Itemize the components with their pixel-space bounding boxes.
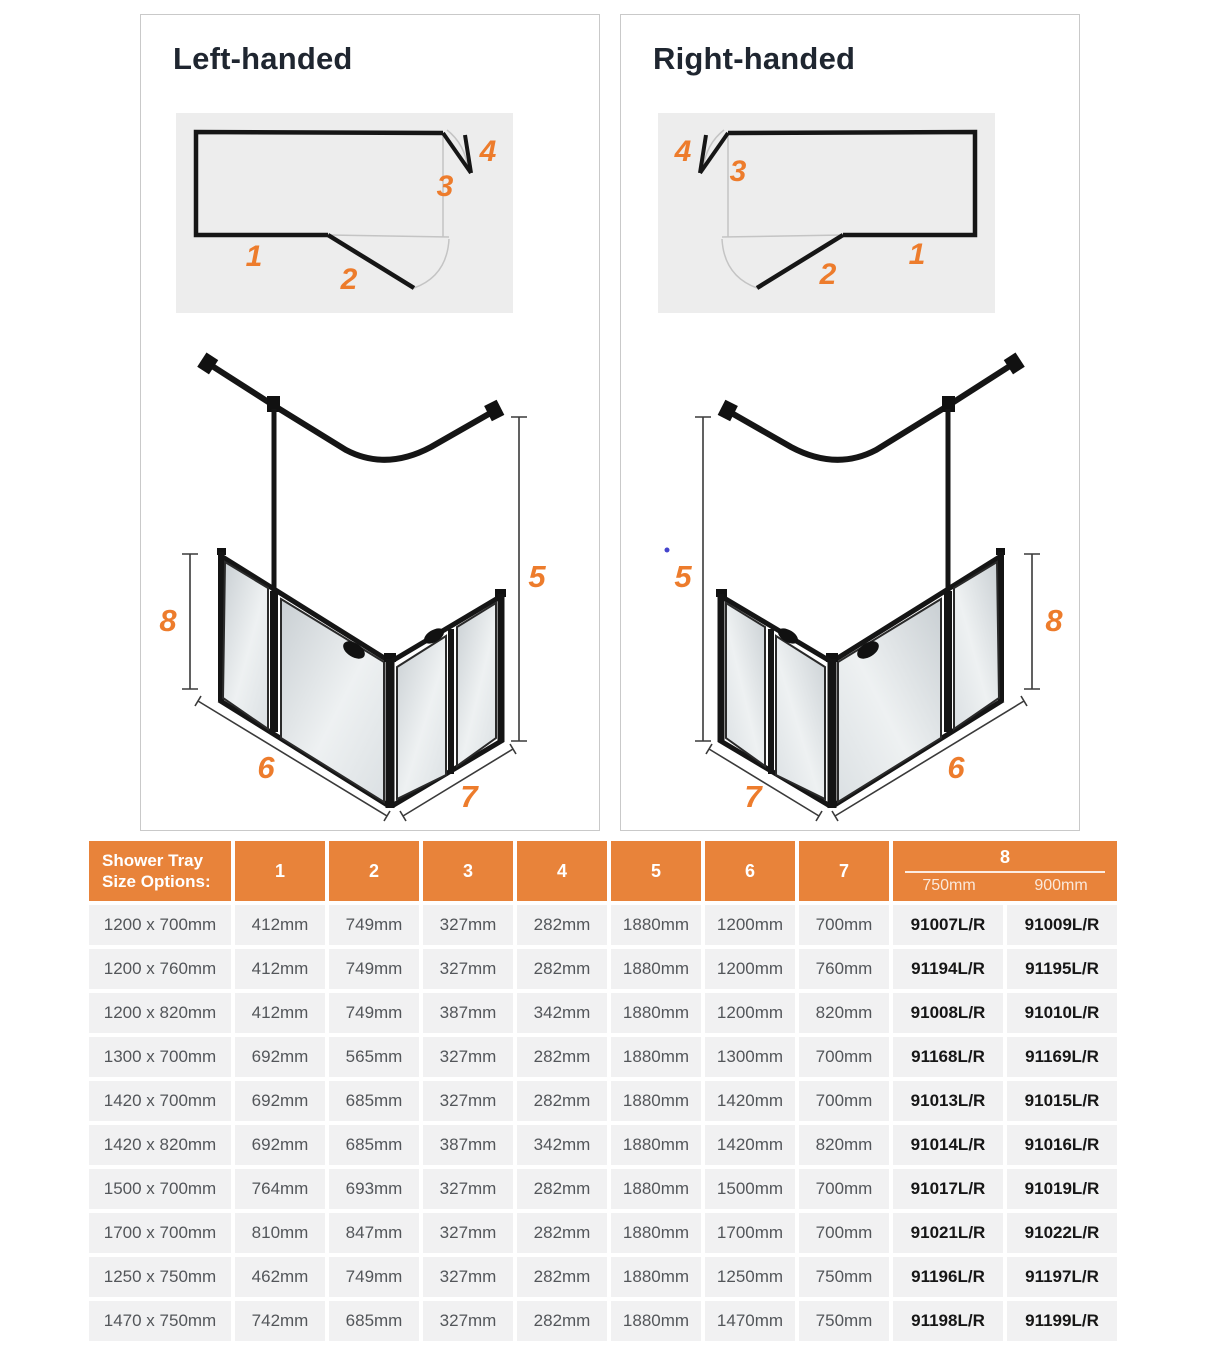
cell-value: 749mm: [329, 1257, 419, 1297]
cell-value: 692mm: [235, 1081, 325, 1121]
cell-value: 282mm: [517, 1081, 607, 1121]
header-col-8-subrow: [893, 877, 1117, 895]
cell-product-code: 91015L/R: [1007, 1081, 1117, 1121]
cell-value: 1200mm: [705, 993, 795, 1033]
cell-product-code: 91169L/R: [1007, 1037, 1117, 1077]
header-sub-750: 750mm: [922, 877, 976, 894]
header-col-2: 2: [329, 841, 419, 901]
cell-value: 820mm: [799, 993, 889, 1033]
plan-label-2: 2: [819, 258, 837, 291]
header-sub-900: 900mm: [1034, 877, 1088, 894]
cell-product-code: 91198L/R: [893, 1301, 1003, 1341]
cell-product-code: 91008L/R: [893, 993, 1003, 1033]
cell-value: 700mm: [799, 905, 889, 945]
table-row: [89, 1169, 1117, 1209]
cell-value: 749mm: [329, 993, 419, 1033]
plan-label-1: 1: [245, 240, 263, 273]
header-col-7: 7: [799, 841, 889, 901]
cell-value: 1250mm: [705, 1257, 795, 1297]
cell-product-code: 91007L/R: [893, 905, 1003, 945]
cell-product-code: 91194L/R: [893, 949, 1003, 989]
plan-label-4: 4: [674, 135, 692, 168]
cell-size: 1200 x 760mm: [89, 949, 231, 989]
cell-value: 282mm: [517, 905, 607, 945]
cell-value: 700mm: [799, 1037, 889, 1077]
cell-value: 282mm: [517, 1213, 607, 1253]
header-col-3: 3: [423, 841, 513, 901]
cell-value: 764mm: [235, 1169, 325, 1209]
cell-value: 342mm: [517, 1125, 607, 1165]
cell-size: 1420 x 820mm: [89, 1125, 231, 1165]
cell-value: 1300mm: [705, 1037, 795, 1077]
cell-product-code: 91197L/R: [1007, 1257, 1117, 1297]
cell-value: 282mm: [517, 949, 607, 989]
cell-product-code: 91168L/R: [893, 1037, 1003, 1077]
plan-label-3: 3: [729, 155, 747, 188]
cell-value: 327mm: [423, 949, 513, 989]
iso-geometry-mirrored: [695, 352, 1040, 821]
plan-diagram-right: [658, 113, 995, 313]
cell-value: 387mm: [423, 993, 513, 1033]
cell-value: 327mm: [423, 905, 513, 945]
cell-product-code: 91009L/R: [1007, 905, 1117, 945]
cell-value: 327mm: [423, 1257, 513, 1297]
cell-size: 1500 x 700mm: [89, 1169, 231, 1209]
cell-value: 760mm: [799, 949, 889, 989]
cell-value: 327mm: [423, 1301, 513, 1341]
cell-value: 327mm: [423, 1169, 513, 1209]
panel-title-right: Right-handed: [653, 41, 856, 76]
cell-value: 327mm: [423, 1037, 513, 1077]
cell-value: 1880mm: [611, 949, 701, 989]
plan-label-4: 4: [479, 135, 497, 168]
dim-label-7: 7: [460, 779, 478, 814]
cell-value: 327mm: [423, 1213, 513, 1253]
plan-label-3: 3: [436, 170, 454, 203]
cell-value: 1880mm: [611, 1125, 701, 1165]
curtain-rail: [209, 364, 494, 460]
cell-product-code: 91016L/R: [1007, 1125, 1117, 1165]
plan-label-1: 1: [908, 238, 926, 271]
print-artifact-dot: [665, 548, 670, 553]
cell-value: 412mm: [235, 905, 325, 945]
cell-value: 282mm: [517, 1169, 607, 1209]
cell-value: 749mm: [329, 949, 419, 989]
cell-value: 847mm: [329, 1213, 419, 1253]
plan-label-2: 2: [340, 263, 358, 296]
cell-value: 1200mm: [705, 905, 795, 945]
size-options-table: [85, 837, 1121, 1345]
dim-label-6: 6: [947, 750, 965, 785]
table-row: [89, 905, 1117, 945]
cell-value: 1880mm: [611, 993, 701, 1033]
table-row: [89, 1081, 1117, 1121]
cell-size: 1300 x 700mm: [89, 1037, 231, 1077]
iso-diagram-left: [141, 329, 601, 829]
cell-value: 700mm: [799, 1081, 889, 1121]
cell-value: 750mm: [799, 1301, 889, 1341]
cell-product-code: 91019L/R: [1007, 1169, 1117, 1209]
dim-label-8: 8: [159, 603, 177, 638]
cell-value: 820mm: [799, 1125, 889, 1165]
iso-diagram-right: [621, 329, 1081, 829]
header-col-8: [893, 841, 1117, 901]
dim-label-8: 8: [1045, 603, 1063, 638]
header-col-6: 6: [705, 841, 795, 901]
cell-value: 1470mm: [705, 1301, 795, 1341]
cell-product-code: 91022L/R: [1007, 1213, 1117, 1253]
cell-value: 1880mm: [611, 1037, 701, 1077]
cell-value: 1500mm: [705, 1169, 795, 1209]
table-row: [89, 949, 1117, 989]
cell-value: 750mm: [799, 1257, 889, 1297]
glass-door-right-2: [457, 603, 496, 766]
card-left-handed: [140, 14, 600, 831]
cell-product-code: 91195L/R: [1007, 949, 1117, 989]
table-row: [89, 1213, 1117, 1253]
cell-size: 1200 x 700mm: [89, 905, 231, 945]
cell-value: 693mm: [329, 1169, 419, 1209]
cell-value: 692mm: [235, 1037, 325, 1077]
cell-value: 685mm: [329, 1081, 419, 1121]
cell-value: 685mm: [329, 1125, 419, 1165]
iso-geometry: [182, 352, 527, 821]
panel-title-left: Left-handed: [173, 41, 353, 76]
header-size-options: Shower Tray Size Options:: [89, 841, 231, 901]
cell-value: 1880mm: [611, 1301, 701, 1341]
cell-product-code: 91014L/R: [893, 1125, 1003, 1165]
cell-product-code: 91017L/R: [893, 1169, 1003, 1209]
glass-door-right-1: [397, 636, 446, 799]
cell-value: 700mm: [799, 1213, 889, 1253]
table-row: [89, 993, 1117, 1033]
cell-value: 742mm: [235, 1301, 325, 1341]
cell-product-code: 91010L/R: [1007, 993, 1117, 1033]
dim-label-6: 6: [257, 750, 275, 785]
cell-value: 1880mm: [611, 1257, 701, 1297]
card-right-handed: [620, 14, 1080, 831]
header-row: [89, 841, 1117, 901]
dim-line-8: [182, 554, 198, 689]
cell-product-code: 91196L/R: [893, 1257, 1003, 1297]
dim-line-5: [511, 417, 527, 741]
header-col-8-label: 8: [999, 847, 1010, 867]
header-col-8-divider: [905, 871, 1105, 873]
cell-size: 1250 x 750mm: [89, 1257, 231, 1297]
table-row: [89, 1301, 1117, 1341]
cell-size: 1470 x 750mm: [89, 1301, 231, 1341]
cell-value: 1880mm: [611, 1169, 701, 1209]
cell-size: 1200 x 820mm: [89, 993, 231, 1033]
cell-value: 685mm: [329, 1301, 419, 1341]
cell-size: 1420 x 700mm: [89, 1081, 231, 1121]
cell-value: 749mm: [329, 905, 419, 945]
cell-value: 1700mm: [705, 1213, 795, 1253]
table-row: [89, 1037, 1117, 1077]
cell-value: 282mm: [517, 1257, 607, 1297]
cell-value: 462mm: [235, 1257, 325, 1297]
cell-value: 1420mm: [705, 1081, 795, 1121]
cell-value: 387mm: [423, 1125, 513, 1165]
cell-value: 1880mm: [611, 1213, 701, 1253]
cell-size: 1700 x 700mm: [89, 1213, 231, 1253]
dim-label-5: 5: [674, 559, 692, 594]
cell-value: 342mm: [517, 993, 607, 1033]
plan-diagram-left: [176, 113, 513, 313]
cell-value: 810mm: [235, 1213, 325, 1253]
cell-product-code: 91199L/R: [1007, 1301, 1117, 1341]
cell-value: 282mm: [517, 1037, 607, 1077]
cell-value: 700mm: [799, 1169, 889, 1209]
cell-value: 1200mm: [705, 949, 795, 989]
cell-value: 1880mm: [611, 905, 701, 945]
header-col-4: 4: [517, 841, 607, 901]
header-col-1: 1: [235, 841, 325, 901]
cell-value: 412mm: [235, 993, 325, 1033]
cell-product-code: 91013L/R: [893, 1081, 1003, 1121]
dim-label-5: 5: [528, 559, 546, 594]
cell-value: 412mm: [235, 949, 325, 989]
cell-value: 565mm: [329, 1037, 419, 1077]
header-col-5: 5: [611, 841, 701, 901]
table-row: [89, 1257, 1117, 1297]
cell-value: 327mm: [423, 1081, 513, 1121]
cell-product-code: 91021L/R: [893, 1213, 1003, 1253]
cell-value: 692mm: [235, 1125, 325, 1165]
table-row: [89, 1125, 1117, 1165]
cell-value: 1880mm: [611, 1081, 701, 1121]
dim-label-7: 7: [744, 779, 762, 814]
cell-value: 282mm: [517, 1301, 607, 1341]
cell-value: 1420mm: [705, 1125, 795, 1165]
